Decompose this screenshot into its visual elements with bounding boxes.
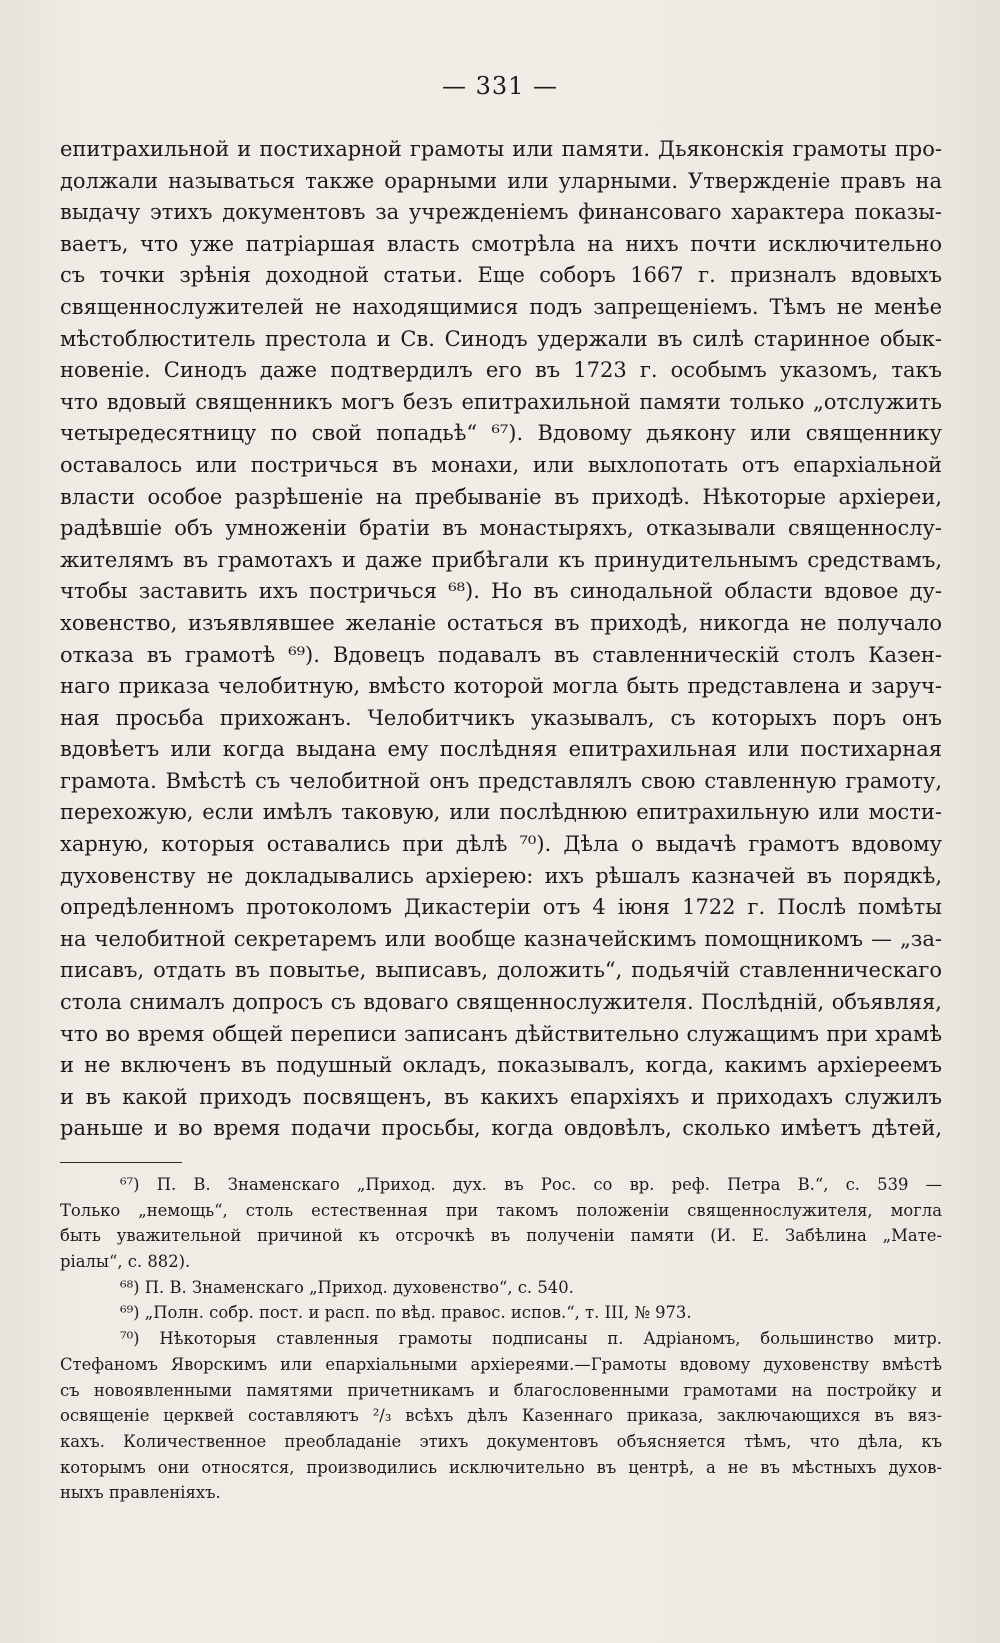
text-line: наго приказа челобитную, вмѣсто которой могла быть представлена и заруч-: [60, 674, 942, 699]
text-line: оставалось или постричься въ монахи, или выхлопотать отъ епархіальной: [60, 452, 942, 477]
text-line: власти особое разрѣшеніе на пребываніе въ приходѣ. Нѣкоторые архіереи,: [60, 484, 942, 509]
text-line: опредѣленномъ протоколомъ Дикастеріи отъ 4 іюня 1722 г. Послѣ помѣты: [60, 895, 942, 920]
text-line: ховенство, изъявлявшее желаніе остаться въ приходѣ, никогда не получало: [60, 610, 942, 635]
text-line: и въ какой приходъ посвященъ, въ какихъ епархіяхъ и приходахъ служилъ: [60, 1084, 942, 1109]
footnote-line: ⁷⁰) Нѣкоторыя ставленныя грамоты подписаны п. Адріаномъ, большинство митр.: [120, 1329, 942, 1349]
text-line: что во время общей переписи записанъ дѣйствительно служащимъ при храмѣ: [60, 1021, 942, 1046]
footnote-line: ныхъ правленіяхъ.: [60, 1483, 221, 1503]
text-line: радѣвшіе объ умноженіи братіи въ монастыряхъ, отказывали священнослу-: [60, 516, 942, 541]
footnote-line: ⁶⁸) П. В. Знаменскаго „Приход. духовенство“, с. 540.: [120, 1277, 574, 1297]
text-line: перехожую, если имѣлъ таковую, или послѣднюю епитрахильную или мости-: [60, 800, 942, 825]
footnote-line: Стефаномъ Яворскимъ или епархіальными архіереями.—Грамоты вдовому духовенству вмѣстѣ: [60, 1354, 942, 1374]
text-line: стола снималъ допросъ съ вдоваго священнослужителя. Послѣдній, объявляя,: [60, 990, 942, 1015]
text-line: четыредесятницу по свой попадьѣ“ ⁶⁷). Вдовому дьякону или священнику: [60, 421, 942, 446]
text-line: что вдовый священникъ могъ безъ епитрахильной памяти только „отслужить: [60, 389, 942, 414]
text-line: харную, которыя оставались при дѣлѣ ⁷⁰). Дѣла о выдачѣ грамотъ вдовому: [60, 832, 942, 857]
text-line: священнослужителей не находящимися подъ запрещеніемъ. Тѣмъ не менѣе: [60, 294, 942, 319]
page-number: — 331 —: [441, 72, 559, 100]
footnote-line: ⁶⁷) П. В. Знаменскаго „Приход. дух. въ Рос. со вр. реф. Петра В.“, с. 539 —: [120, 1175, 942, 1194]
text-line: на челобитной секретаремъ или вообще казначейскимъ помощникомъ — „за-: [60, 926, 942, 951]
footnote-line: быть уважительной причиной къ отсрочкѣ въ полученіи памяти (И. Е. Забѣлина „Мате-: [60, 1226, 942, 1246]
main-text: [60, 134, 942, 1145]
text-line: должали называться также орарными или уларными. Утвержденіе правъ на: [60, 168, 942, 193]
footnote-line: ріалы“, с. 882).: [60, 1252, 191, 1272]
text-line: мѣстоблюститель престола и Св. Синодъ удержали въ силѣ старинное обык-: [60, 326, 942, 351]
footnote-divider: [60, 1162, 182, 1163]
text-line: жителямъ въ грамотахъ и даже прибѣгали къ принудительнымъ средствамъ,: [60, 547, 942, 572]
text-line: духовенству не докладывались архіерею: ихъ рѣшалъ казначей въ порядкѣ,: [60, 863, 942, 888]
text-line: епитрахильной и постихарной грамоты или памяти. Дьяконскія грамоты про-: [60, 137, 942, 161]
text-line: грамота. Вмѣстѣ съ челобитной онъ представлялъ свою ставленную грамоту,: [60, 768, 942, 793]
text-line: ная просьба прихожанъ. Челобитчикъ указывалъ, съ которыхъ поръ онъ: [60, 705, 942, 730]
footnote-line: освященіе церквей составляютъ ²/₃ всѣхъ дѣлъ Казеннаго приказа, заключающихся въ вяз-: [60, 1406, 942, 1426]
text-line: писавъ, отдать въ повытье, выписавъ, доложить“, подьячій ставленническаго: [60, 958, 942, 983]
text-line: съ точки зрѣнія доходной статьи. Еще соборъ 1667 г. призналъ вдовыхъ: [60, 263, 942, 288]
text-line: отказа въ грамотѣ ⁶⁹). Вдовецъ подавалъ въ ставленническій столъ Казен-: [60, 642, 942, 667]
text-line: чтобы заставить ихъ постричься ⁶⁸). Но въ синодальной области вдовое ду-: [60, 579, 942, 604]
footnote-line: которымъ они относятся, производились исключительно въ центрѣ, а не въ мѣстныхъ духов-: [60, 1457, 942, 1477]
footnote-line: ⁶⁹) „Полн. собр. пост. и расп. по вѣд. правос. испов.“, т. III, № 973.: [120, 1303, 692, 1323]
footnotes: [60, 1172, 942, 1506]
text-line: выдачу этихъ документовъ за учрежденіемъ финансоваго характера показы-: [60, 200, 942, 225]
text-line: ваетъ, что уже патріаршая власть смотрѣла на нихъ почти исключительно: [60, 231, 942, 256]
footnote-line: Только „немощь“, столь естественная при такомъ положеніи священнослужителя, могла: [60, 1200, 942, 1220]
footnote-line: съ новоявленными памятями причетникамъ и благословенными грамотами на постройку и: [60, 1380, 942, 1400]
text-line: и не включенъ въ подушный окладъ, показывалъ, когда, какимъ архіереемъ: [60, 1053, 942, 1078]
footnote-line: кахъ. Количественное преобладаніе этихъ документовъ объясняется тѣмъ, что дѣла, къ: [60, 1431, 942, 1451]
text-line: новеніе. Синодъ даже подтвердилъ его въ 1723 г. особымъ указомъ, такъ: [60, 358, 942, 383]
text-line: вдовѣетъ или когда выдана ему послѣдняя епитрахильная или постихарная: [60, 737, 942, 762]
text-line: раньше и во время подачи просьбы, когда овдовѣлъ, сколько имѣетъ дѣтей,: [60, 1116, 942, 1141]
